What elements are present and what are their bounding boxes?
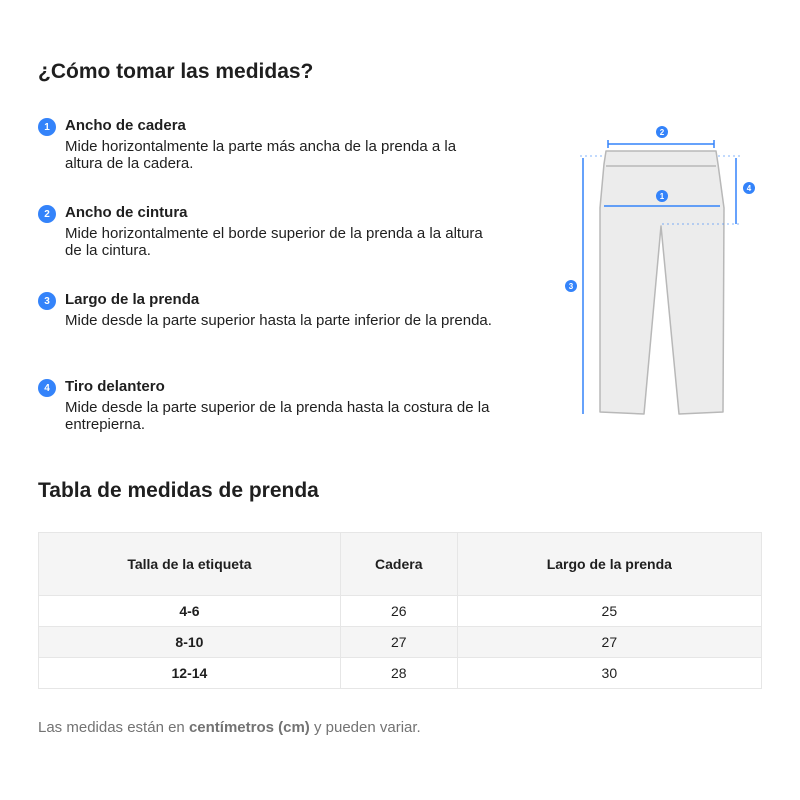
table-header-row	[39, 533, 762, 596]
column-header: Talla de la etiqueta	[39, 533, 341, 596]
length-cell: 30	[457, 658, 761, 689]
note-text-start: Las medidas están en	[38, 719, 189, 736]
pants-diagram-svg	[540, 118, 770, 428]
how-to-measure-title: ¿Cómo tomar las medidas?	[38, 60, 314, 83]
table-row	[39, 596, 762, 627]
step-title: Tiro delantero	[65, 378, 165, 395]
hip-cell: 26	[340, 596, 457, 627]
size-label-cell: 12-14	[39, 658, 341, 689]
step-title: Ancho de cintura	[65, 204, 188, 221]
hip-cell: 27	[340, 627, 457, 658]
note-unit-bold: centímetros (cm)	[188, 719, 310, 736]
marker-2: 2	[659, 128, 665, 137]
column-header: Cadera	[340, 533, 457, 596]
pants-measurement-diagram	[540, 118, 770, 428]
step-title: Ancho de cadera	[65, 117, 186, 134]
marker-3: 3	[568, 282, 574, 291]
step-number-badge: 3	[38, 292, 56, 310]
length-cell: 25	[457, 596, 761, 627]
table-row	[39, 627, 762, 658]
size-table-title: Tabla de medidas de prenda	[38, 479, 319, 502]
length-cell: 27	[457, 627, 761, 658]
note-text-end: y pueden variar.	[309, 719, 421, 736]
size-label-cell: 4-6	[39, 596, 341, 627]
size-label-cell: 8-10	[39, 627, 341, 658]
step-number-badge: 1	[38, 118, 56, 136]
step-description: Mide horizontalmente el borde superior de la prenda a la altura de la cintura.	[65, 225, 483, 259]
size-table	[38, 532, 762, 689]
table-row	[39, 658, 762, 689]
step-description: Mide desde la parte superior de la prenda hasta la costura de la entrepierna.	[65, 399, 490, 433]
step-title: Largo de la prenda	[65, 291, 200, 308]
marker-4: 4	[746, 184, 752, 193]
hip-cell: 28	[340, 658, 457, 689]
column-header: Largo de la prenda	[457, 533, 761, 596]
step-description: Mide horizontalmente la parte más ancha de la prenda a la altura de la cadera.	[65, 138, 457, 172]
step-number-badge: 4	[38, 379, 56, 397]
step-description: Mide desde la parte superior hasta la parte inferior de la prenda.	[65, 312, 492, 329]
marker-1: 1	[659, 192, 665, 201]
step-number-badge: 2	[38, 205, 56, 223]
units-note	[38, 719, 421, 736]
